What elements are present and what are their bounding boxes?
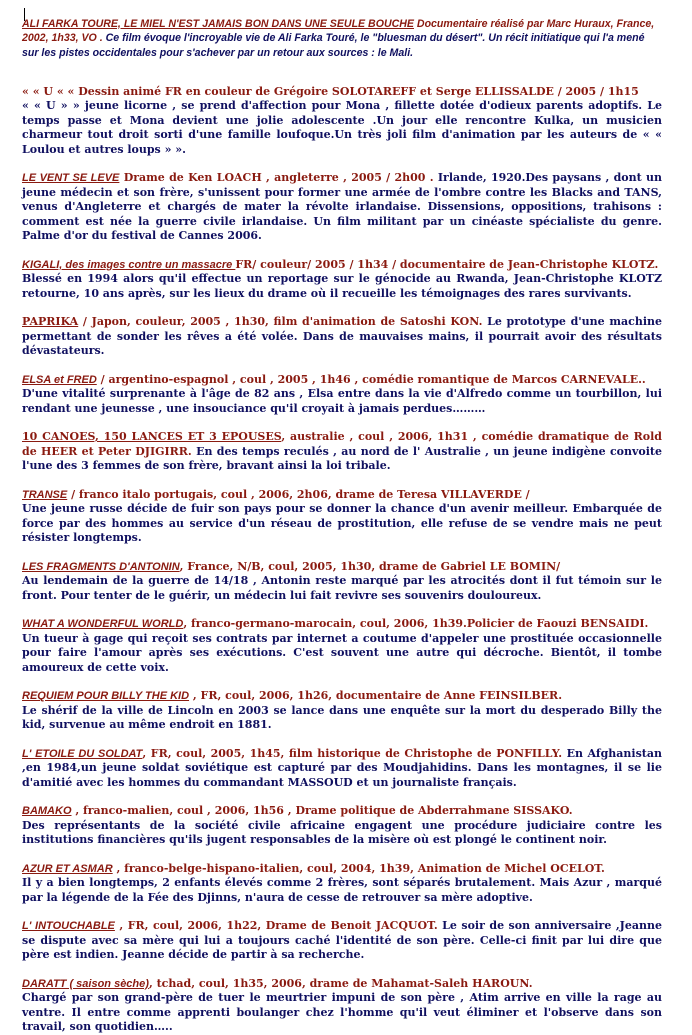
entry-daratt [22, 977, 662, 1035]
entry-meta: / argentino-espagnol , coul , 2005 , 1h46 , comédie romantique de Marcos CARNEVALE.. [96, 372, 646, 386]
entry-u [22, 85, 662, 158]
entry-title: BAMAKO [22, 805, 72, 818]
entry-synopsis: Le shérif de la ville de Lincoln en 2003 se lance dans une enquête sur la mort du desperado Billy the kid, survenue au même endroit en 1881. [22, 703, 662, 732]
entry-paprika [22, 315, 662, 359]
entry-synopsis: Des représentants de la société civile africaine engagent une procédure judiciaire contre les institutions financières qu'ils jugent responsables de la misère où est plongé le continent noir. [22, 818, 662, 847]
entry-10-canoes [22, 430, 662, 474]
entry-meta: , FR, coul, 2006, 1h22, Drame de Benoit JACQUOT. [114, 919, 438, 933]
entry-azur-et-asmar [22, 862, 662, 906]
entry-title: DARATT ( saison sèche) [22, 977, 149, 990]
entry-synopsis: Ce film évoque l'incroyable vie de Ali Farka Touré, le "bluesman du désert". Un récit initiatique qui l'a mené sur les pistes occidentales pour s'achever par un retour aux sources : le Mali. [22, 32, 645, 59]
entry-synopsis: Le prototype d'une machine permettant de sonder les rêves a été volée. Dans de mauvaises mains, il pourrait avoir des résultats dévastateurs. [22, 315, 662, 358]
entry-meta: / franco italo portugais, coul , 2006, 2h06, drame de Teresa VILLAVERDE / [67, 487, 530, 501]
entry-synopsis: Le soir de son anniversaire ,Jeanne se dispute avec sa mère qui lui a toujours caché l'identité de son père. Celle-ci finit par lui dire que père est indien. Jeanne décide de partir à sa recherche. [22, 919, 662, 962]
entry-requiem-billy-the-kid [22, 689, 662, 733]
entry-bamako [22, 804, 662, 848]
entry-etoile-du-soldat [22, 747, 662, 791]
entry-title: TRANSE [22, 488, 68, 501]
entry-meta: , tchad, coul, 1h35, 2006, drame de Mahamat-Saleh HAROUN. [148, 976, 533, 990]
entry-synopsis: Un tueur à gage qui reçoit ses contrats par internet a coutume d'appeler une prostituée occasionnelle pour faire l'amour après ses exécutions. C'est souvent une autre qui décroche. Bientôt, il tombe amoureux de cette voix. [22, 631, 662, 674]
entry-title: PAPRIKA [22, 315, 79, 329]
entry-title: WHAT A WONDERFUL WORLD [22, 618, 184, 631]
entry-title: AZUR ET ASMAR [22, 862, 113, 875]
entry-meta: / Japon, couleur, 2005 , 1h30, film d'animation de Satoshi KON. [78, 315, 483, 329]
entry-what-a-wonderful-world [22, 617, 662, 675]
entry-title: REQUIEM POUR BILLY THE KID [22, 690, 190, 703]
entry-title: 10 CANOES, 150 LANCES ET 3 EPOUSES [22, 430, 282, 444]
entry-le-vent-se-leve [22, 171, 662, 244]
entry-meta: , FR, coul, 2005, 1h45, film historique de Christophe de PONFILLY. [142, 746, 563, 760]
entry-synopsis: En des temps reculés , au nord de l' Australie , un jeune indigène convoite l'une des 3 femmes de son frère, bravant ainsi la loi tribale. [22, 444, 662, 473]
entry-title: KIGALI, des images contre un massacre [22, 258, 236, 271]
entry-title: LE VENT SE LEVE [22, 172, 120, 185]
entry-synopsis: Irlande, 1920.Des paysans , dont un jeune médecin et son frère, s'unissent pour former une armée de l'ombre contre les Blacks and TANS, venus d'Angleterre et chargés de mater la révolte irlandaise. Dissensions, oppositions, trahisons : comment est née la guerre civile irlandaise. Un film militant par un cinéaste spécialiste du genre. Palme d'or du festival de Cannes 2006. [22, 171, 662, 243]
entry-title: « « U « « [22, 84, 75, 98]
entry-fragments-antonin [22, 560, 662, 604]
entry-meta: FR/ couleur/ 2005 / 1h34 / documentaire de Jean-Christophe KLOTZ. [235, 257, 659, 271]
entry-title: L' INTOUCHABLE [22, 920, 115, 933]
entry-elsa-et-fred [22, 373, 662, 417]
entry-meta: Drame de Ken LOACH , angleterre , 2005 / 2h00 . [119, 171, 434, 185]
entry-synopsis: « « U » » jeune licorne , se prend d'affection pour Mona , fillette dotée d'odieux parents adoptifs. Le temps passe et Mona devient une jolie adolescente .Un jour elle rencontre Kulka, un musicien charmeur tout droit sorti d'une famille loufoque.Un très joli film d'animation par les auteurs de « « Loulou et autres loups » ». [22, 99, 662, 156]
entry-meta: , France, N/B, coul, 2005, 1h30, drame de Gabriel LE BOMIN/ [179, 559, 561, 573]
entry-title: ELSA et FRED [22, 373, 97, 386]
entry-meta: , franco-malien, coul , 2006, 1h56 , Drame politique de Abderrahmane SISSAKO. [71, 804, 573, 818]
entry-meta: Documentaire réalisé par Marc Huraux, France, 2002, 1h33, VO . [22, 17, 655, 45]
entry-ali-farka-toure [22, 17, 662, 61]
entry-transe [22, 488, 662, 546]
entry-meta: , franco-germano-marocain, coul, 2006, 1h39.Policier de Faouzi BENSAIDI. [183, 617, 649, 631]
entry-synopsis: Il y a bien longtemps, 2 enfants élevés comme 2 frères, sont séparés brutalement. Mais Azur , marqué par la légende de la Fée des Djinns, n'aura de cesse de retrouver sa mère adoptive. [22, 876, 662, 904]
document-page [22, 6, 662, 1035]
entry-meta: , australie , coul , 2006, 1h31 , comédie dramatique de Rold de HEER et Peter DJIGIRR. [22, 430, 662, 458]
entry-title: LES FRAGMENTS D'ANTONIN [22, 560, 180, 573]
entry-meta: , franco-belge-hispano-italien, coul, 2004, 1h39, Animation de Michel OCELOT. [112, 861, 605, 875]
entry-l-intouchable [22, 919, 662, 963]
entry-synopsis: Au lendemain de la guerre de 14/18 , Antonin reste marqué par les atrocités dont il fut témoin sur le front. Pour tenter de le guérir, un médecin lui fait revivre ses souvenirs douloureux. [22, 574, 662, 602]
entry-title: L' ETOILE DU SOLDAT [22, 747, 143, 760]
entry-synopsis: D'une vitalité surprenante à l'âge de 82 ans , Elsa entre dans la vie d'Alfredo comme un tourbillon, lui rendant une jeunesse , une insouciance qu'il croyait à jamais perdues……… [22, 387, 662, 415]
entry-meta: Dessin animé FR en couleur de Grégoire SOLOTAREFF et Serge ELLISSALDE / 2005 / 1h15 [74, 84, 639, 98]
entry-synopsis: Blessé en 1994 alors qu'il effectue un reportage sur le génocide au Rwanda, Jean-Christophe KLOTZ retourne, 10 ans après, sur les lieux du drame où il recueille les témoignages des rares survivants. [22, 272, 662, 300]
entry-kigali [22, 258, 662, 302]
entry-synopsis: En Afghanistan ,en 1984,un jeune soldat soviétique est capturé par des Moudjahidins. Dans les montagnes, il se lie d'amitié avec les hommes du commandant MASSOUD et un journaliste français. [22, 746, 662, 789]
entry-title: ALI FARKA TOURE, LE MIEL N'EST JAMAIS BON DANS UNE SEULE BOUCHE [22, 17, 414, 30]
entry-meta: , FR, coul, 2006, 1h26, documentaire de Anne FEINSILBER. [189, 689, 563, 703]
entry-synopsis: Chargé par son grand-père de tuer le meurtrier impuni de son père , Atim arrive en ville la rage au ventre. Il entre comme apprenti boulanger chez l'homme qu'il veut éliminer et l'observe dans son travail, son quotidien….. [22, 991, 662, 1034]
entry-synopsis: Une jeune russe décide de fuir son pays pour se donner la chance d'un avenir meilleur. Embarquée de force par des hommes au service d'un réseau de prostitution, elle refuse de se vendre mais ne peut résister longtemps. [22, 502, 662, 545]
